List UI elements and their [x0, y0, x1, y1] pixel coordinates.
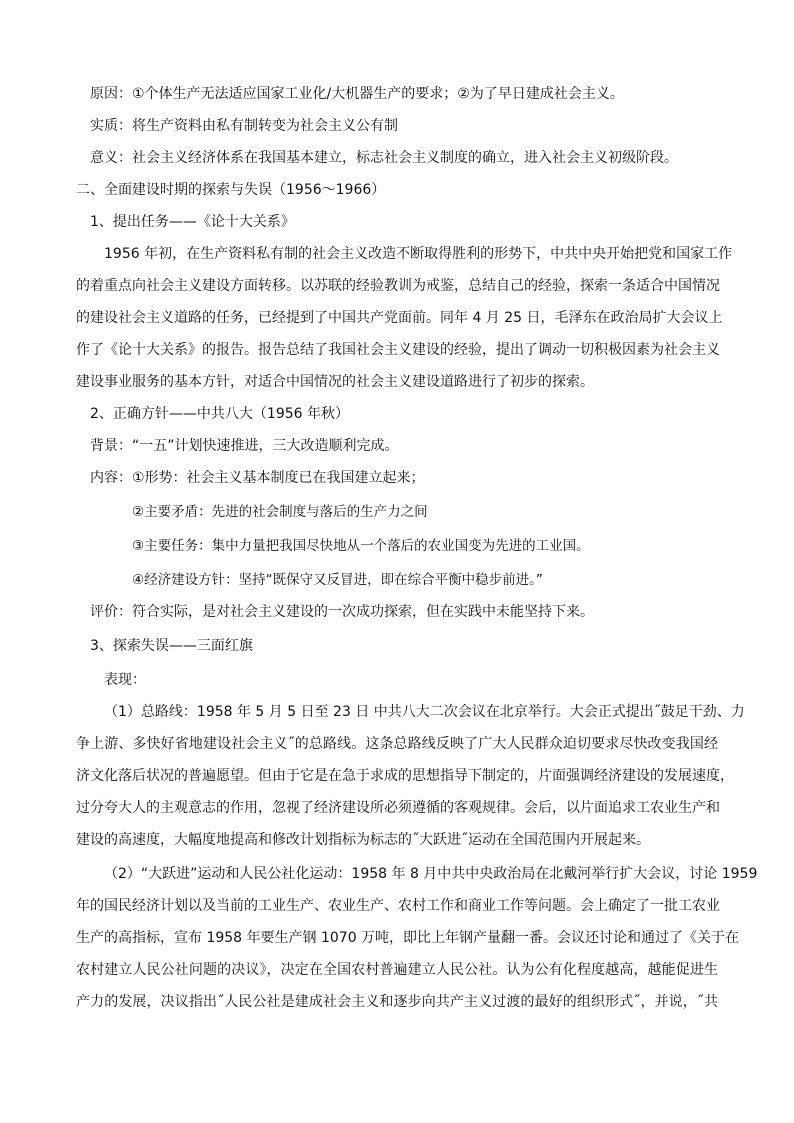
paragraph-line: 生产的高指标，宣布 1958 年要生产钢 1070 万吨，即比上年钢产量翻一番。会议还讨论和通过了《关于在	[76, 930, 740, 946]
paragraph-line: 建设事业服务的基本方针，对适合中国情况的社会主义建设道路进行了初步的探索。	[76, 374, 594, 390]
manifestation-label: 表现：	[104, 672, 146, 688]
paragraph-line: 争上游、多快好省地建设社会主义˝的总路线。这条总路线反映了广大人民群众迫切要求尽快改变我国经	[76, 736, 718, 752]
paragraph-line: 济文化落后状况的普遍愿望。但由于它是在急于求成的思想指导下制定的，片面强调经济建设的发展速度，	[76, 768, 734, 784]
paragraph-line: 的建设社会主义道路的任务，已经提到了中国共产党面前。同年 4 月 25 日，毛泽东在政治局扩大会议上	[76, 310, 723, 326]
paragraph-line: 的着重点向社会主义建设方面转移。以苏联的经验教训为戒鉴，总结自己的经验，探索一条适合中国情况	[76, 278, 720, 294]
paragraph-line: （2）“大跃进”运动和人民公社化运动：1958 年 8 月中共中央政治局在北戴河举行扩大会议，讨论 1959	[104, 866, 758, 882]
reform-reason: 原因：①个体生产无法适应国家工业化/大机器生产的要求；②为了早日建成社会主义。	[90, 86, 624, 102]
paragraph-line: 过分夸大人的主观意志的作用，忽视了经济建设所必须遵循的客观规律。会后，以片面追求工农业生产和	[76, 800, 720, 816]
paragraph-line: 年的国民经济计划以及当前的工业生产、农业生产、农村工作和商业工作等问题。会上确定了一批工农业	[76, 898, 720, 914]
paragraph-line: 1956 年初，在生产资料私有制的社会主义改造不断取得胜利的形势下，中共中央开始把党和国家工作	[104, 246, 733, 262]
subsection-heading-2: 2、正确方针——中共八大（1956 年秋）	[90, 406, 349, 422]
evaluation-text: 评价：符合实际，是对社会主义建设的一次成功探索，但在实践中未能坚持下来。	[90, 604, 594, 620]
reform-essence: 实质：将生产资料由私有制转变为社会主义公有制	[90, 118, 398, 134]
subsection-heading-3: 3、探索失误——三面红旗	[90, 638, 253, 654]
paragraph-line: 农村建立人民公社问题的决议》，决定在全国农村普遍建立人民公社。认为公有化程度越高，越能促进生	[76, 962, 718, 978]
paragraph-line: 作了《论十大关系》的报告。报告总结了我国社会主义建设的经验，提出了调动一切积极因素为社会主义	[76, 342, 720, 358]
paragraph-line: （1）总路线：1958 年 5 月 5 日至 23 日 中共八大二次会议在北京举行。大会正式提出˝鼓足干劲、力	[104, 704, 745, 720]
content-item-4: ④经济建设方针：坚持“既保守又反冒进，即在综合平衡中稳步前进。”	[132, 572, 543, 588]
content-item-1: 内容：①形势：社会主义基本制度已在我国建立起来；	[90, 470, 425, 486]
paragraph-line: 建设的高速度，大幅度地提高和修改计划指标为标志的˝大跃进˝运动在全国范围内开展起来。	[76, 832, 650, 848]
section-heading: 二、全面建设时期的探索与失误（1956～1966）	[76, 182, 386, 198]
subsection-heading-1: 1、提出任务——《论十大关系》	[90, 214, 295, 230]
background-text: 背景：“一五”计划快速推进，三大改造顺利完成。	[90, 438, 399, 454]
paragraph-line: 产力的发展，决议指出˝人民公社是建成社会主义和逐步向共产主义过渡的最好的组织形式˝，并说，˝共	[76, 994, 718, 1010]
content-item-3: ③主要任务：集中力量把我国尽快地从一个落后的农业国变为先进的工业国。	[132, 538, 590, 554]
content-item-2: ②主要矛盾：先进的社会制度与落后的生产力之间	[132, 504, 428, 520]
reform-significance: 意义：社会主义经济体系在我国基本建立，标志社会主义制度的确立，进入社会主义初级阶段。	[90, 150, 678, 166]
